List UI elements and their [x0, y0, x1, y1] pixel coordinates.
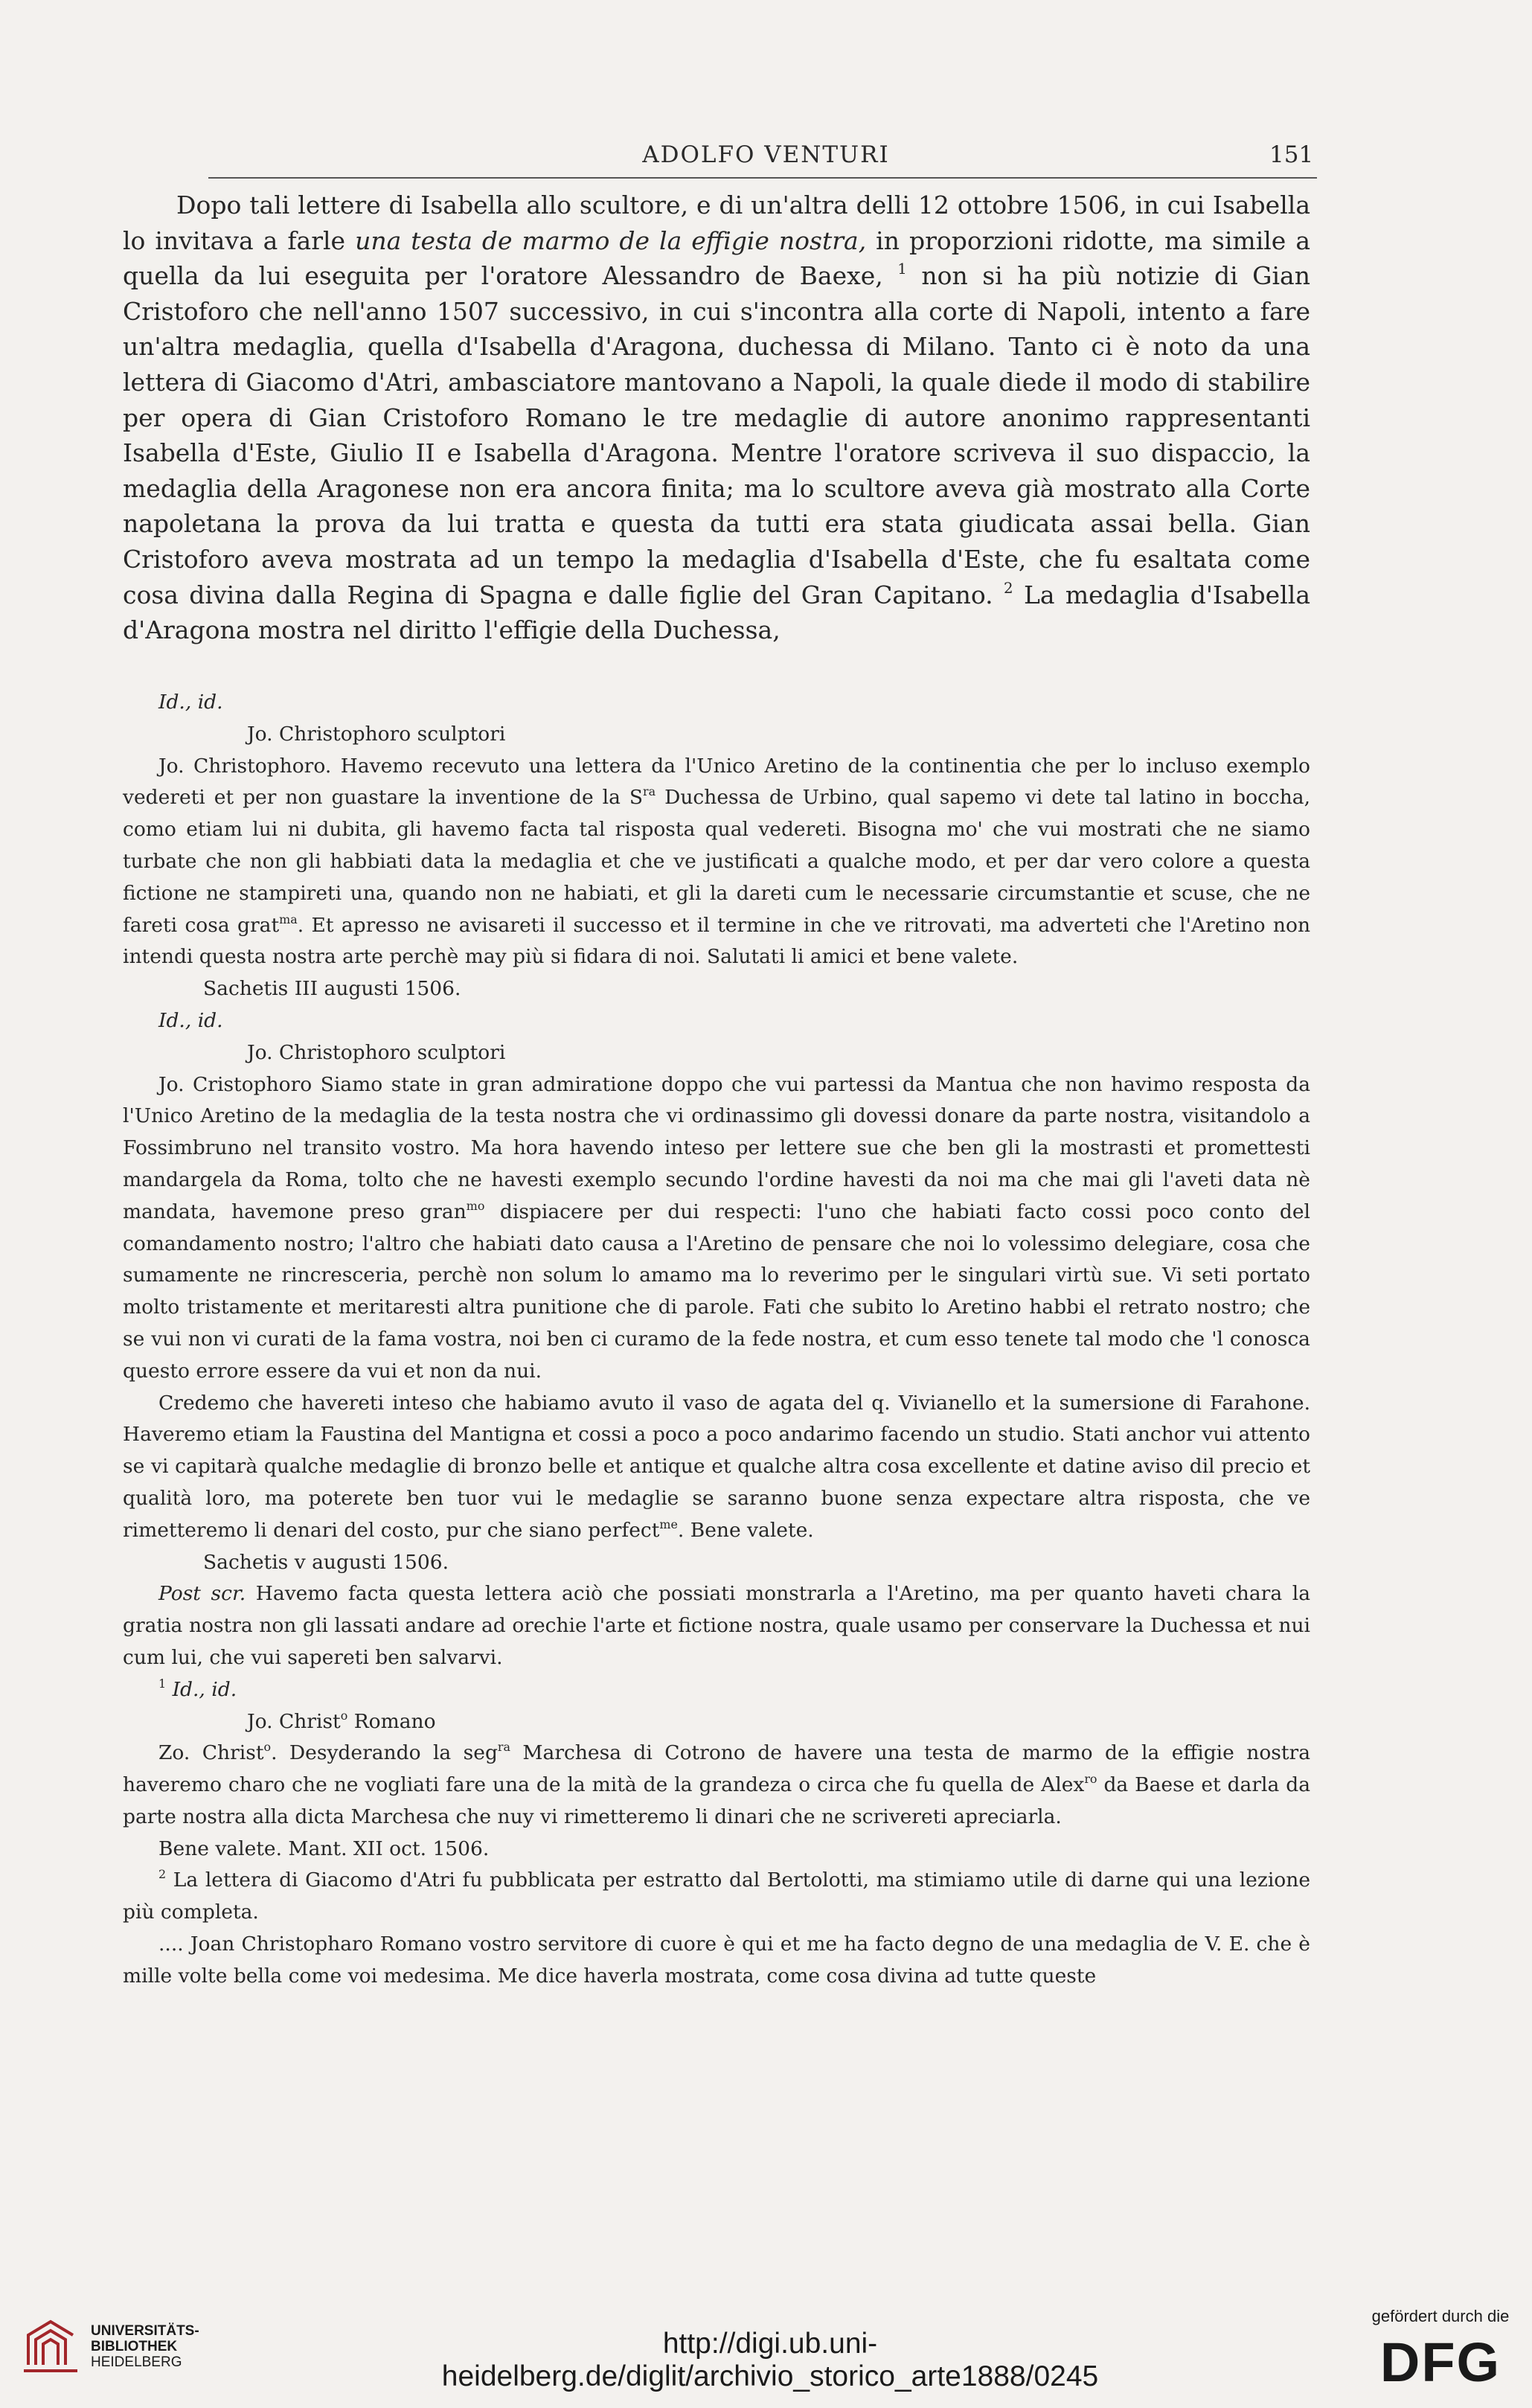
footnote2-body: $^2$ La lettera di Giacomo d'Atri fu pubblicata per estratto dal Bertolotti, ma stimiamo utile di darne qui una lezione più completa. — [123, 1867, 1310, 1924]
main-paragraph: Dopo tali lettere di Isabella allo scultore, e di un'altra delli 12 ottobre 1506, in cui Isabella lo invitava a farle una testa de marmo de la effigie nostra, in proporzioni ridotte, ma simile a quella da lui eseguita per l'oratore Alessandro de Baexe, $^1$ non si ha più notizie di Gian Cristoforo che nell'anno 1507 successivo, in cui s'incontra alla corte di Napoli, intento a fare un'altra medaglia, quella d'Isabella d'Aragona, duchessa di Milano. Tanto ci è noto da una lettera di Giacomo d'Atri, ambasciatore mantovano a Napoli, la quale diede il modo di stabilire per opera di Gian Cristoforo Romano le tre medaglie di autore anonimo rappresentanti Isabella d'Este, Giulio II e Isabella d'Aragona. Mentre l'oratore scriveva il suo dispaccio, la medaglia della Aragonese non era ancora finita; ma lo scultore aveva già mostrato alla Corte napoletana la prova da lui tratta e questa da tutti era stata giudicata assai bella. Gian Cristoforo aveva mostrata ad un tempo la medaglia d'Isabella d'Este, che fu esaltata come cosa divina dalla Regina di Spagna e dalle figlie del Gran Capitano. $^2$ La medaglia d'Isabella d'Aragona mostra nel diritto l'effigie della Duchessa, — [123, 190, 1310, 645]
footnote1-closing: Bene valete. Mant. XII oct. 1506. — [158, 1837, 490, 1860]
footnote1-heading: $^1$ Id., id. — [158, 1676, 237, 1701]
letter2-body-2: Credemo che havereti inteso che habiamo avuto il vaso de agata del q. Vivianello et la sumersione di Farahone. Haveremo etiam la Faustina del Mantigna et cossi a poco a poco andarimo facendo un studio. Stati anchor vui attento se vi capitarà qualche medaglie di bronzo belle et antique et qualche altra cosa excellente et datine aviso dil precio et qualità loro, ma poterete ben tuor vui le medaglie se saranno buone senza expectare altra risposta, che ve rimetteremo li denari del costo, pur che siano perfect$^{me}$. Bene valete. — [123, 1391, 1310, 1542]
footnote1-marker: 1 — [158, 1676, 167, 1691]
library-name: UNIVERSITÄTS- BIBLIOTHEK HEIDELBERG — [91, 2323, 199, 2370]
footnote1-body: Zo. Christ$^o$. Desyderando la seg$^{ra}$ Marchesa di Cotrono de havere una testa de marmo de la effigie nostra haveremo charo che ne vogliati fare una de la mità de la grandeza o circa che fu quella de Alex$^{ro}$ da Baese et darla da parte nostra alla dicta Marchesa che nuy vi rimetteremo li dinari che ne scrivereti apreciarla. — [123, 1740, 1311, 1828]
letter2-body-1: Jo. Cristophoro Siamo state in gran admiratione doppo che vui partessi da Mantua che non havimo resposta da l'Unico Aretino de la medaglia de la testa nostra che vi ordinassimo gli dovessi donare da parte nostra, visitandolo a Fossimbruno nel transito vostro. Ma hora havendo inteso per lettere sue che ben gli la mostrasti et promettesti mandargela da Roma, tolto che ne havesti exemplo secundo l'ordine havesti da noi ma che mai gli l'aveti data nè mandata, havemone preso gran$^{mo}$ dispiacere per dui respecti: l'uno che habiati facto cossi poco conto del comandamento nostro; l'altro che habiati dato causa a l'Aretino de pensare che noi lo volessimo delegiare, cosa che sumamente ne rincresceria, perchè non solum lo amamo ma lo reverimo per le singulari virtù sue. Vi seti portato molto tristamente et meritaresti altra punitione che di parole. Fati che subito lo Aretino habbi el retrato nostro; che se vui non vi curati de la fama vostra, noi ben ci curamo de la fede nostra, et cum esso tenete tal modo che 'l conosca questo errore essere da vui et non da nui. — [123, 1072, 1310, 1383]
letter1-addressee: Jo. Christophoro sculptori — [247, 722, 506, 746]
footnote2-quote: .... Joan Christopharo Romano vostro servitore di cuore è qui et me ha facto degno de una medaglia de V. E. che è mille volte bella come voi medesima. Me dice haverla mostrata, come cosa divina ad tutte queste — [123, 1933, 1310, 1988]
university-library-logo-icon — [18, 2313, 83, 2378]
letter1-date: Sachetis III augusti 1506. — [203, 977, 461, 1001]
page-number: 151 — [1269, 141, 1314, 168]
letter2-addressee: Jo. Christophoro sculptori — [247, 1040, 506, 1064]
dfg-logo: DFG — [1379, 2331, 1501, 2393]
footnote-letters — [123, 687, 1310, 1993]
footnote1-addressee: Jo. Christ$^o$ Romano — [247, 1708, 436, 1733]
letter1-body: Jo. Christophoro. Havemo recevuto una lettera da l'Unico Aretino de la continentia che per lo incluso exemplo vedereti et per non guastare la inventione de la $S^{ra}$ Duchessa de Urbino, qual sapemo vi dete tal latino in boccha, como etiam lui ni dubita, gli havemo facta tal risposta qual vedereti. Bisogna mo' che vui mostrati che ne siamo turbate che non gli habbiati data la medaglia et che ve justificati a qualche modo, et per dar vero colore a questa fictione ne stampireti una, quando non ne habiati, et gli la dareti cum le necessarie circumstantie et scuse, che ne fareti cosa grat$^{ma}$. Et apresso ne avisareti il successo et il termine in che ve ritrovati, ma adverteti che l'Aretino non intendi questa nostra arte perchè may più si fidara di noi. Salutati li amici et bene valete. — [123, 754, 1311, 969]
digitization-footer — [0, 2298, 1532, 2408]
letter1-heading: Id., id. — [158, 691, 223, 714]
header-rule — [208, 177, 1317, 179]
footnote-ref-2: 2 — [1004, 579, 1013, 597]
letter2-heading: Id., id. — [158, 1008, 223, 1032]
letter2-postscript: Post scr. Havemo facta questa lettera aciò che possiati monstrarla a l'Aretino, ma per quanto haveti chara la gratia nostra non gli lassati andare ad orechie l'arte et fictione nostra, quale usamo per conservare la Duchessa et nui cum lui, che vui sapereti ben salvarvi. — [123, 1582, 1311, 1669]
footnote2-marker: 2 — [158, 1867, 167, 1882]
footnote-ref-1: 1 — [897, 260, 907, 278]
letter2-date: Sachetis v augusti 1506. — [203, 1550, 449, 1574]
main-text — [123, 188, 1310, 648]
running-head-author: ADOLFO VENTURI — [642, 141, 890, 168]
source-url-link[interactable]: http://digi.ub.uni-heidelberg.de/diglit/archivio_storico_arte1888/0245 — [441, 2328, 1099, 2392]
italic-quote: una testa de marmo de la effigie nostra, — [355, 225, 867, 255]
funded-by-label: gefördert durch die — [1371, 2307, 1510, 2325]
